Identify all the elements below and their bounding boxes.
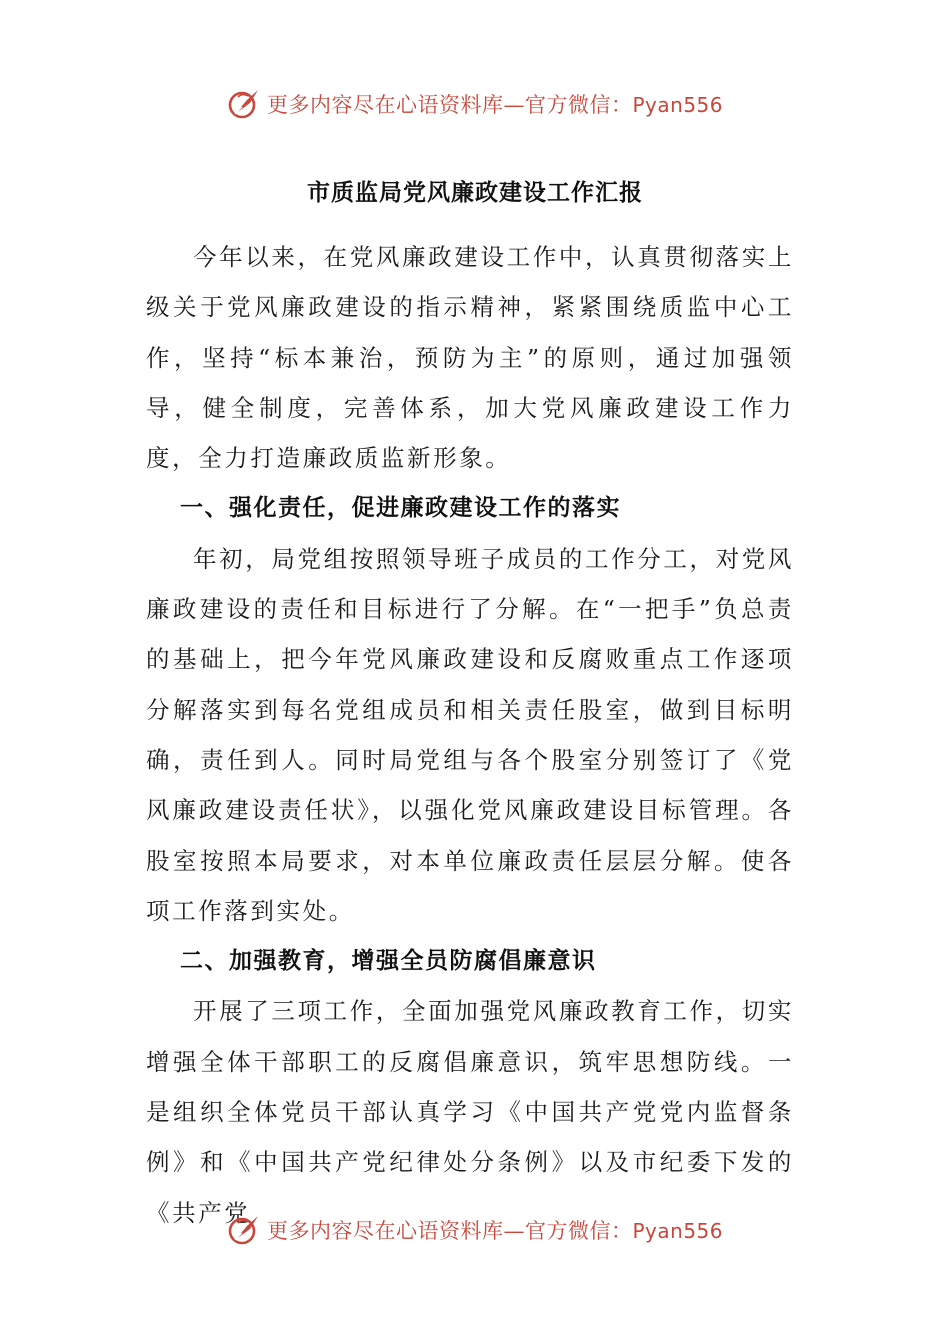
section-1-paragraph: 年初，局党组按照领导班子成员的工作分工，对党风廉政建设的责任和目标进行了分解。在“一把手”负总责的基础上，把今年党风廉政建设和反腐败重点工作逐项分解落实到每名党组成员和相关责任股室，做到目标明确，责任到人。同时局党组与各个股室分别签订了《党风廉政建设责任状》，以强化党风廉政建设目标管理。各股室按照本局要求，对本单位廉政责任层层分解。使各项工作落到实处。 [146,544,794,925]
watermark-banner-bottom [0,1210,950,1250]
quill-pen-icon [227,87,261,121]
quill-pen-icon [227,1213,261,1247]
watermark-text: 更多内容尽在心语资料库—官方微信：Pyan556 [266,1219,723,1243]
wechat-id: Pyan556 [632,93,723,117]
watermark-banner-top [0,84,950,124]
intro-paragraph: 今年以来，在党风廉政建设工作中，认真贯彻落实上级关于党风廉政建设的指示精神，紧紧围绕质监中心工作，坚持“标本兼治，预防为主”的原则，通过加强领导，健全制度，完善体系，加大党风廉政建设工作力度，全力打造廉政质监新形象。 [146,243,794,473]
section-heading-1: 一、强化责任，促进廉政建设工作的落实 [180,495,621,522]
document-title: 市质监局党风廉政建设工作汇报 [307,180,643,206]
document-body [146,232,794,1238]
section-heading-2: 二、加强教育，增强全员防腐倡廉意识 [180,948,597,975]
section-2-paragraph: 开展了三项工作，全面加强党风廉政教育工作，切实增强全体干部职工的反腐倡廉意识，筑牢思想防线。一是组织全体党员干部认真学习《中国共产党党内监督条例》和《中国共产党纪律处分条例》以及市纪委下发的《共产党 [146,997,794,1227]
wechat-id: Pyan556 [632,1219,723,1243]
watermark-text: 更多内容尽在心语资料库—官方微信：Pyan556 [266,93,723,117]
